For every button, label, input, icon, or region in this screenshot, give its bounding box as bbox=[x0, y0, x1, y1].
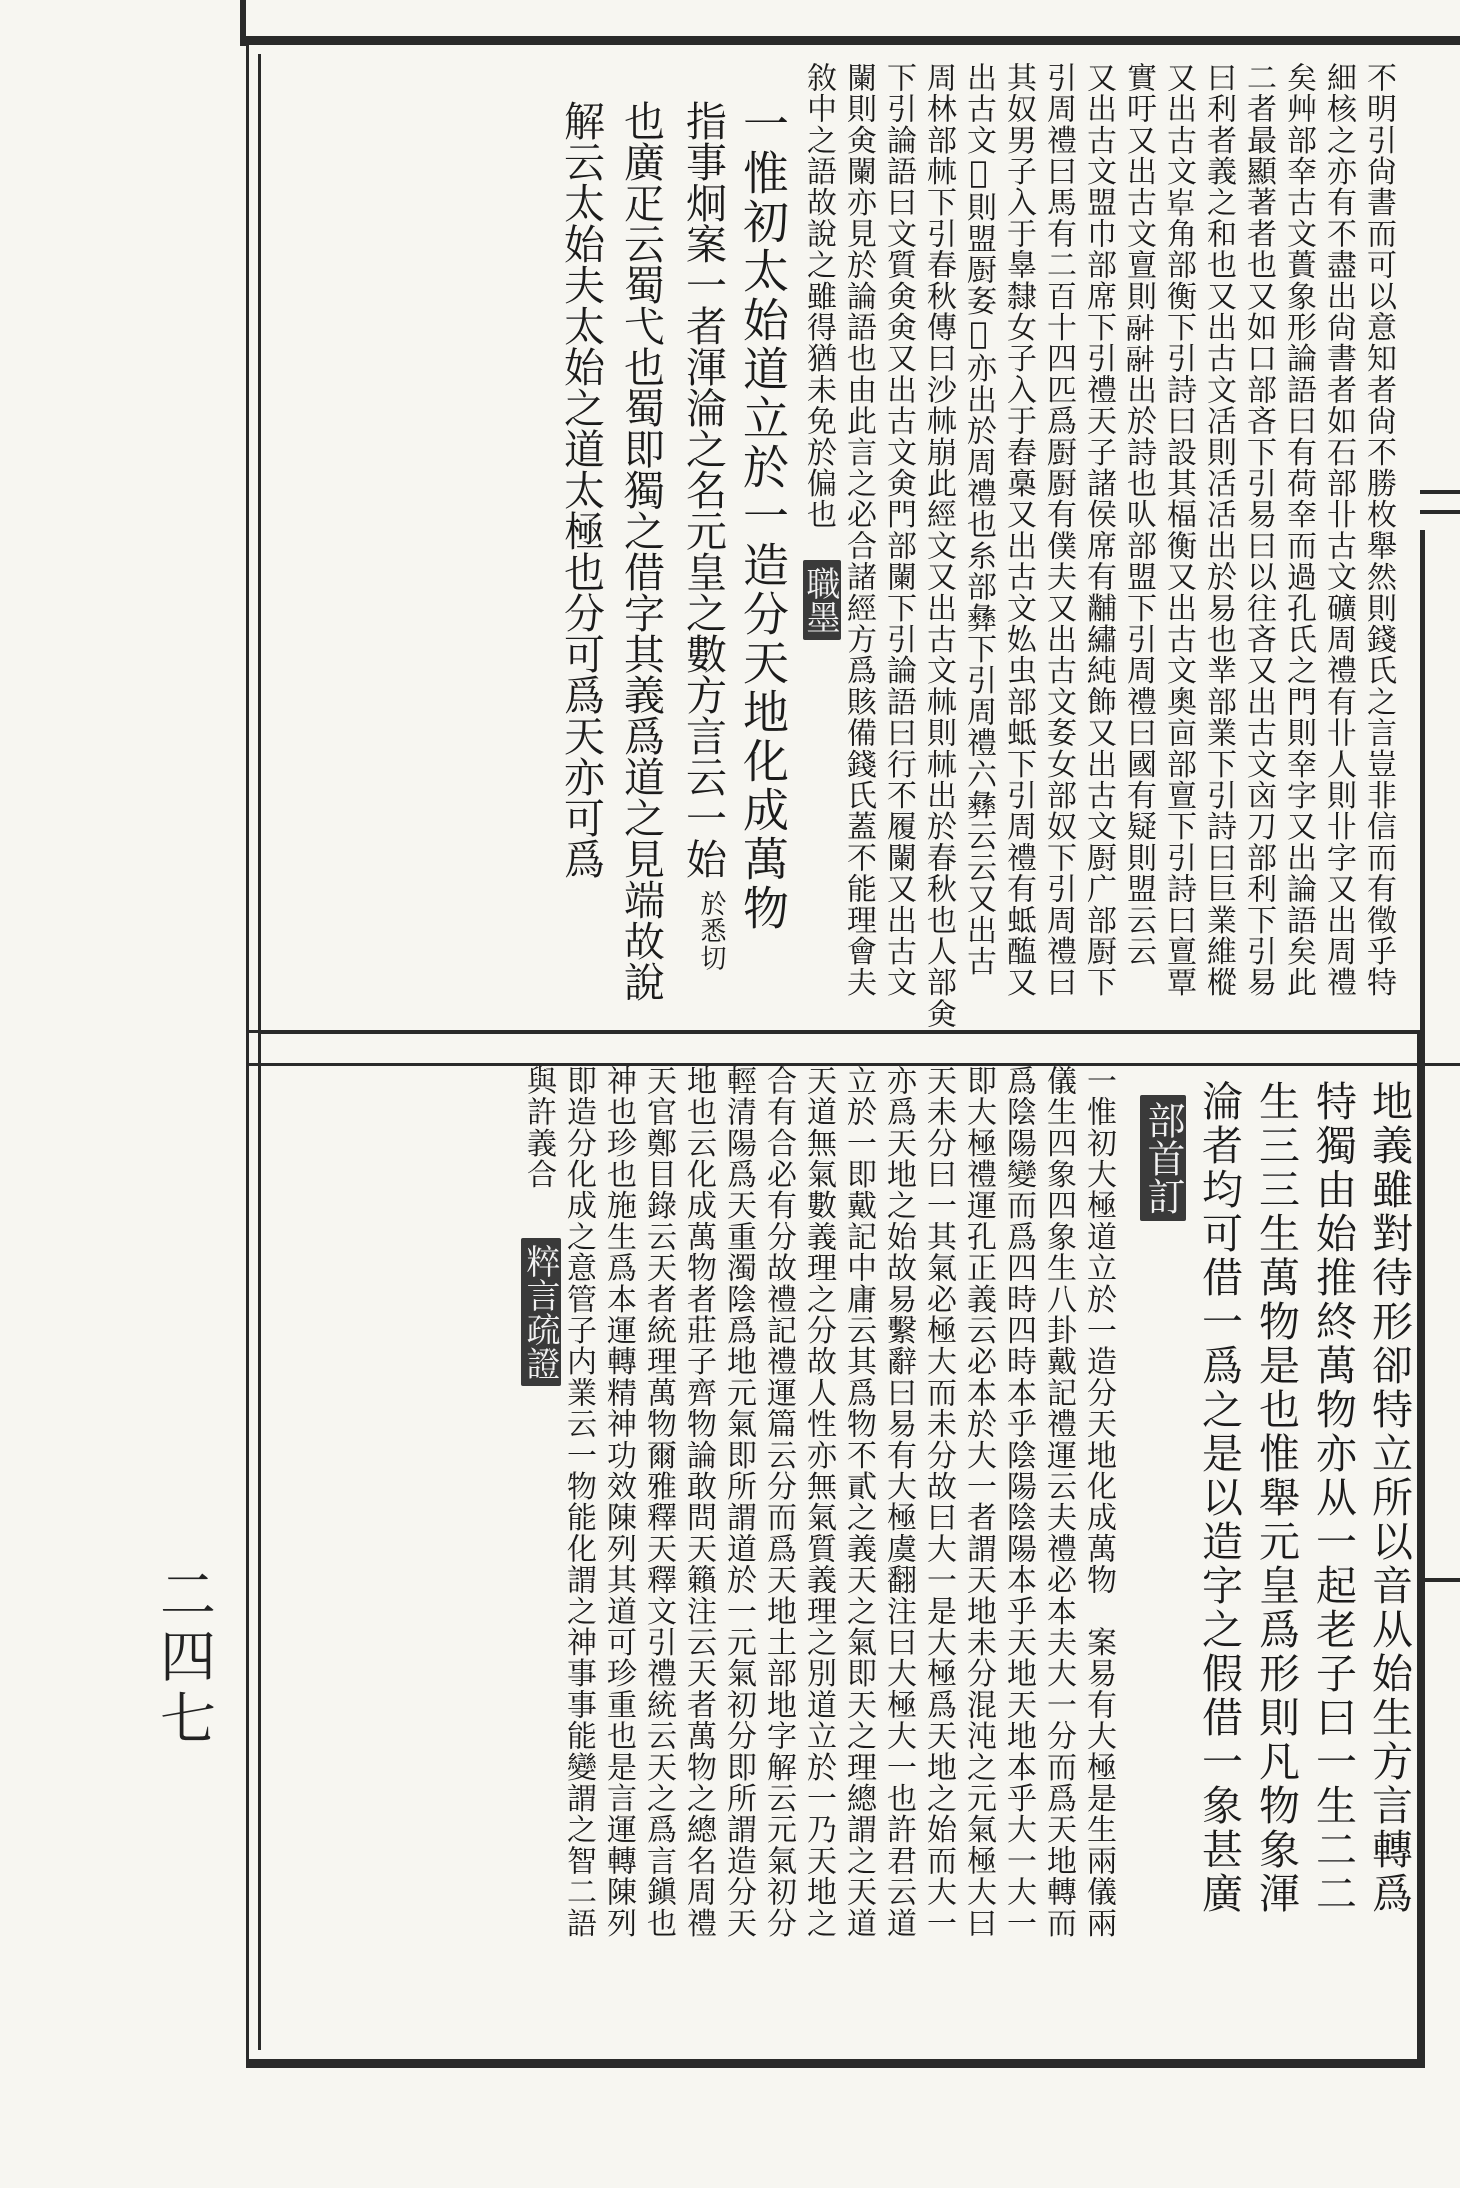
lower-commentary-col: 輕清陽爲天重濁陰爲地元氣即所謂道於一元氣初分即所謂造分天 bbox=[721, 1065, 756, 1939]
upper-commentary-col: 又出古文盟巾部席下引禮天子諸侯席有黼繡純飾又出古文㕑广部㕑下 bbox=[1081, 62, 1116, 998]
lower-commentary-col: 合有合必有分故禮記禮運篇云分而爲天地土部地字解云元氣初分 bbox=[761, 1065, 796, 1939]
lower-commentary-col: 地也云化成萬物者莊子齊物論敢問天籟注云天者萬物之總名周禮 bbox=[681, 1065, 716, 1939]
lower-commentary-col: 爲陰陽變而爲四時四時本乎陰陽陰陽本乎天地天地本乎大一大一 bbox=[1001, 1065, 1036, 1939]
lower-commentary-col: 儀生四象四象生八卦戴記禮運云夫禮必本夫大一分而爲天地轉而 bbox=[1041, 1065, 1076, 1939]
inner-left-rule bbox=[258, 54, 261, 2050]
right-edge-tick-2 bbox=[1420, 510, 1460, 514]
lower-commentary-col: 即造分化成之意管子内業云一物能化謂之神事事能變謂之智二語 bbox=[561, 1065, 596, 1939]
lower-commentary-col: 神也珍也施生爲本運轉精神功效陳列其道可珍重也是言運轉陳列 bbox=[601, 1065, 636, 1939]
upper-commentary-col: 實吁又出古文亶則𩰫𩰫出於詩也㕥部盟下引周禮曰國有疑則盟云云 bbox=[1121, 62, 1156, 967]
upper-commentary-col: 矣艸部㚔古文蕢象形論語曰有荷㚔而過孔氏之門則㚔字又出論語矣此 bbox=[1281, 62, 1316, 998]
upper-commentary-col: 闌則㑒闌亦見於論語也由此言之必合諸經方爲賅備錢氏蓋不能理會夫 bbox=[841, 62, 876, 998]
lower-main-col: 淪者均可借一爲之是以造字之假借一象甚廣 bbox=[1195, 1080, 1243, 1916]
bottom-double-rule bbox=[246, 2062, 1420, 2068]
lower-commentary-col: 天未分曰一其氣必極大而未分故曰大一是大極爲天地之始而大一 bbox=[921, 1065, 956, 1939]
main-text-col: 一惟初太始道立於一造分天地化成萬物 bbox=[736, 100, 790, 933]
main-text-col: 指事炯案一者渾淪之名元皇之數方言云一始 bbox=[679, 100, 727, 879]
lower-commentary-col: 一惟初大極道立於一造分天地化成萬物 案易有大極是生兩儀兩 bbox=[1081, 1065, 1116, 1939]
upper-commentary-col: 不明引尙書而可以意知者尙不勝枚舉然則錢氏之言豈非信而有徵乎特 bbox=[1361, 62, 1396, 998]
upper-commentary-col: 曰利者義之和也又出古文㓉則㓉㓉出於易也丵部業下引詩曰巨業維樅 bbox=[1201, 62, 1236, 998]
upper-commentary-col: 下引論語曰文質㑒㑒又出古文㑒門部闌下引論語曰行不履闌又出古文 bbox=[881, 62, 916, 998]
right-edge-rule bbox=[1420, 530, 1425, 2068]
lower-commentary-col: 天道無氣數義理之分故人性亦無氣質義理之別道立於一乃天地之 bbox=[801, 1065, 836, 1939]
main-text-col: 也廣疋云蜀弋也蜀即獨之借字其義爲道之見端故說 bbox=[617, 100, 665, 1002]
lower-commentary-col: 天官鄭目錄云天者統理萬物爾雅釋天釋文引禮統云天之爲言鎭也 bbox=[641, 1065, 676, 1939]
upper-commentary-col: 二者最顯著者也又如口部吝下引易曰以往吝又出古文㐫刀部利下引易 bbox=[1241, 62, 1276, 998]
upper-commentary-col: 又出古文𡴐角部衡下引詩曰設其楅衡又出古文奧㐭部亶下引詩曰亶覃 bbox=[1161, 62, 1196, 998]
upper-commentary-col: 細核之亦有不盡出尙書者如石部卝古文礦周禮有卝人則卝字又出周禮 bbox=[1321, 62, 1356, 998]
label-cuiyanshuzheng: 粹言疏證 bbox=[521, 1238, 561, 1386]
upper-commentary-col: 敘中之語故說之雖得猶未免於偏也 bbox=[801, 62, 836, 530]
label-zhimo: 職墨 bbox=[803, 560, 841, 640]
upper-commentary-col: 其奴男子入于辠隸女子入于舂槀又出古文𡚸虫部蚳下引周禮有蚳醢又 bbox=[1001, 62, 1036, 998]
lower-commentary-col: 即大極禮運孔正義云必本於大一者謂天地未分混沌之元氣極大曰 bbox=[961, 1065, 996, 1939]
lower-main-col: 生三三生萬物是也惟舉元皇爲形則凡物象渾 bbox=[1252, 1080, 1300, 1916]
upper-commentary-col: 出古文𧔧則盟㕑㚣𧔧亦出於周禮也糸部彝下引周禮六彝云云又出古 bbox=[961, 62, 996, 977]
lower-commentary-col: 與許義合 bbox=[521, 1065, 556, 1190]
right-edge-tick-1 bbox=[1420, 490, 1460, 494]
upper-commentary-col: 引周禮曰馬有二百十四匹爲㕑㕑有僕夫又出古文㚣女部奴下引周禮曰 bbox=[1041, 62, 1076, 998]
main-text-annotation: 於悉切 bbox=[696, 890, 726, 972]
lower-commentary-col: 立於一即戴記中庸云其爲物不貳之義天之氣即天之理總謂之天道 bbox=[841, 1065, 876, 1939]
upper-commentary-col: 周林部𣏟下引春秋傳曰沙𣏟崩此經文又出古文𣏟則𣏟出於春秋也人部㑒 bbox=[921, 62, 956, 1030]
label-bushouding: 部首訂 bbox=[1140, 1095, 1186, 1221]
lower-commentary-col: 亦爲天地之始故易繫辭曰易有大極虞翻注曰大極大一也許君云道 bbox=[881, 1065, 916, 1939]
main-text-col: 解云太始夫太始之道太極也分可爲天亦可爲 bbox=[557, 100, 605, 879]
right-edge-tick-3 bbox=[1420, 1578, 1460, 1582]
lower-main-col: 特獨由始推終萬物亦从一起老子曰一生二二 bbox=[1309, 1080, 1357, 1916]
page-number: 二四七 bbox=[151, 1565, 216, 1751]
middle-divider-rule bbox=[258, 1030, 1420, 1034]
lower-main-col: 地義雖對待形卻特立所以音从始生方言轉爲 bbox=[1365, 1080, 1413, 1916]
